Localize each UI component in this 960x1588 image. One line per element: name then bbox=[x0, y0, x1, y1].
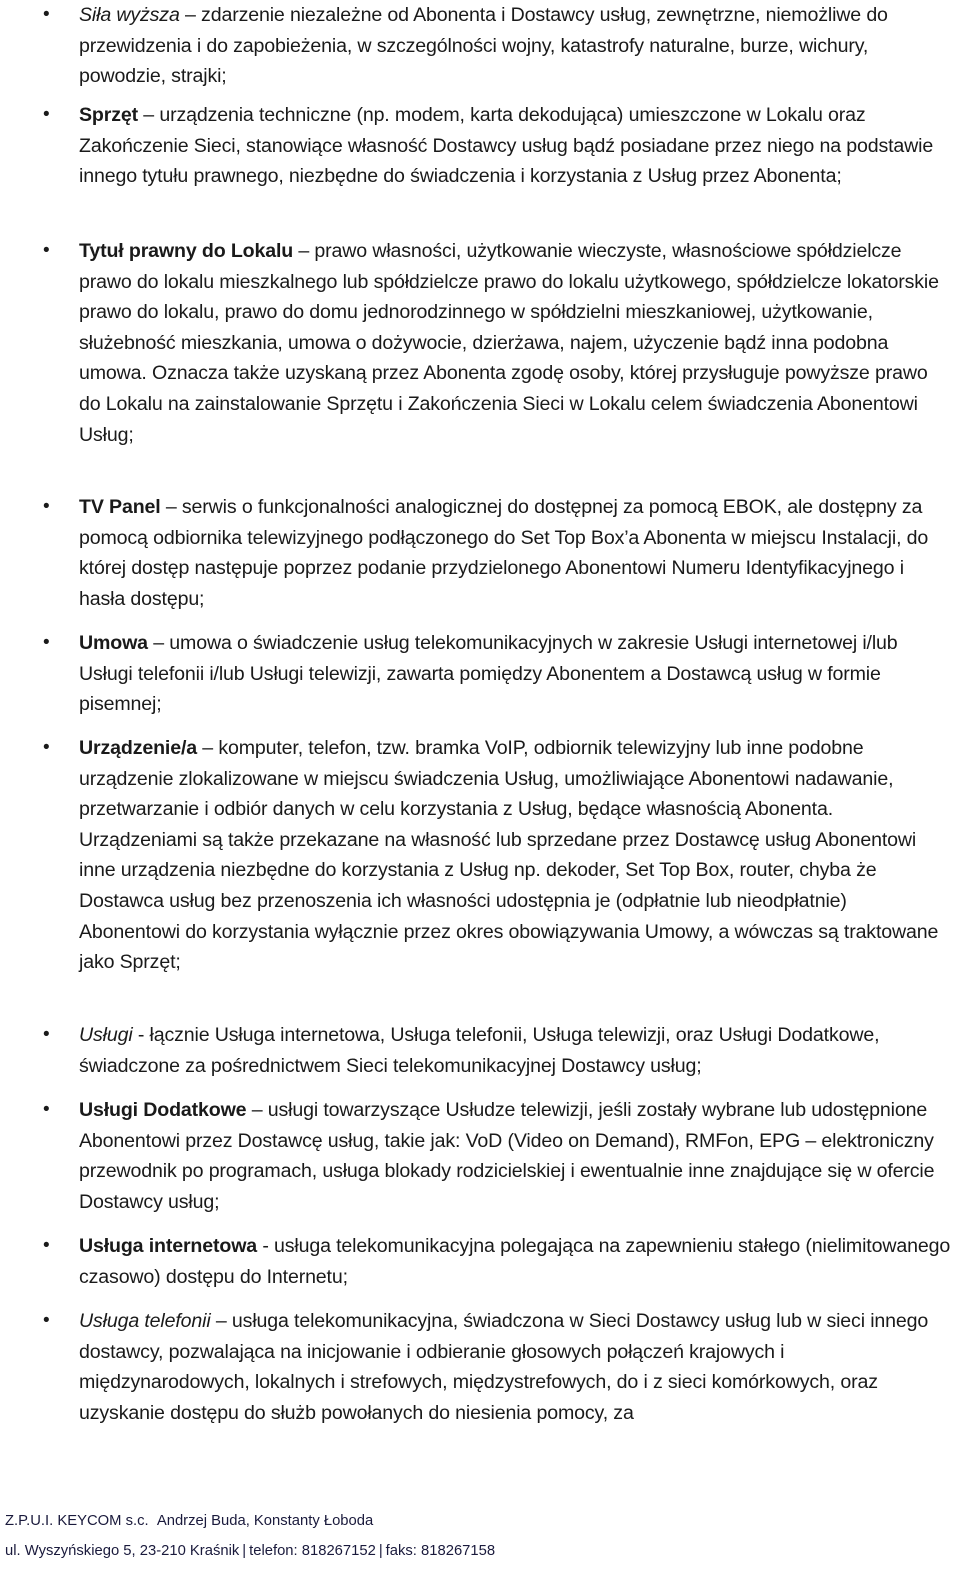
bullet-icon: • bbox=[43, 1310, 50, 1331]
term-separator: – bbox=[196, 737, 219, 759]
list-item bbox=[43, 1231, 951, 1292]
footer-separator: | bbox=[242, 1543, 247, 1559]
term-separator: – bbox=[210, 1310, 232, 1332]
term-separator: – bbox=[147, 632, 170, 654]
footer-owners: Andrzej Buda, Konstanty Łoboda bbox=[156, 1513, 374, 1529]
term-definition: usługa telekomunikacyjna polegająca na zapewnieniu stałego (nielimitowanego czasowo) dostępu do Internetu; bbox=[79, 1235, 951, 1288]
footer-company: Z.P.U.I. KEYCOM s.c. bbox=[5, 1513, 149, 1529]
term-definition: zdarzenie niezależne od Abonenta i Dostawcy usług, zewnętrzne, niemożliwe do przewidzenia i do zapobieżenia, w szczególności wojny, katastrofy naturalne, burze, wichury, powodzie, strajki; bbox=[79, 4, 888, 88]
list-item bbox=[43, 733, 951, 978]
term-definition: umowa o świadczenie usług telekomunikacyjnych w zakresie Usługi internetowej i/lub Usługi telefonii i/lub Usługi telewizji, zawarta pomiędzy Abonentem a Dostawcą usług w formie pisemnej; bbox=[79, 632, 898, 716]
bullet-icon: • bbox=[43, 1024, 50, 1045]
term-name: Usługa telefonii bbox=[79, 1310, 211, 1332]
footer-company-line bbox=[5, 1511, 955, 1531]
footer-separator: | bbox=[378, 1543, 383, 1559]
term-name: Sprzęt bbox=[79, 104, 138, 126]
bullet-icon: • bbox=[43, 1235, 50, 1256]
term-separator: - bbox=[257, 1235, 274, 1257]
footer-contact-line bbox=[5, 1541, 955, 1561]
list-item bbox=[43, 492, 951, 614]
list-item bbox=[43, 236, 951, 450]
term-definition: serwis o funkcjonalności analogicznej do dostępnej za pomocą EBOK, ale dostępny za pomocą odbiornika telewizyjnego podłączonego do Set Top Box’a Abonenta w miejscu Instalacji, do której dostęp następuje poprzez podanie przydzielonego Abonentowi Numeru Identyfikacyjnego i hasła dostępu; bbox=[79, 496, 929, 610]
list-item bbox=[43, 628, 951, 720]
term-name: Siła wyższa bbox=[79, 4, 180, 26]
term-separator: – bbox=[160, 496, 182, 518]
term-name: Usługi Dodatkowe bbox=[79, 1099, 247, 1121]
term-name: Tytuł prawny do Lokalu bbox=[79, 240, 294, 262]
bullet-icon: • bbox=[43, 1099, 50, 1120]
bullet-icon: • bbox=[43, 240, 50, 261]
term-definition: komputer, telefon, tzw. bramka VoIP, odbiornik telewizyjny lub inne podobne urządzenie zlokalizowane w miejscu świadczenia Usług, umożliwiające Abonentowi nadawanie, przetwarzanie i odbiór danych w celu korzystania z Usług, będące własnością Abonenta. Urządzeniami są także przekazane na własność lub sprzedane przez Dostawcę usług Abonentowi inne urządzenia niezbędne do korzystania z Usług np. dekoder, Set Top Box, router, chyba że Dostawca usług bez przenoszenia ich własności udostępnia je (odpłatnie lub nieodpłatnie) Abonentowi do korzystania wyłącznie przez okres obowiązywania Umowy, a wówczas są traktowane jako Sprzęt; bbox=[79, 737, 939, 974]
bullet-icon: • bbox=[43, 737, 50, 758]
term-separator: - bbox=[132, 1024, 150, 1046]
footer-address: ul. Wyszyńskiego 5, 23-210 Kraśnik bbox=[5, 1543, 240, 1559]
term-definition: usługi towarzyszące Usłudze telewizji, jeśli zostały wybrane lub udostępnione Abonentowi przez Dostawcę usług, takie jak: VoD (Video on Demand), RMFon, EPG – elektroniczny przewodnik po programach, usługa blokady rodzicielskiej i ewentualnie inne znajdujące się w ofercie Dostawcy usług; bbox=[79, 1099, 935, 1213]
term-separator: – bbox=[179, 4, 202, 26]
footer-fax: faks: 818267158 bbox=[385, 1543, 496, 1559]
term-separator: – bbox=[246, 1099, 268, 1121]
term-name: Usługi bbox=[79, 1024, 133, 1046]
term-definition: urządzenia techniczne (np. modem, karta dekodująca) umieszczone w Lokalu oraz Zakończenie Sieci, stanowiące własność Dostawcy usług bądź posiadane przez niego na podstawie innego tytułu prawnego, niezbędne do świadczenia i korzystania z Usług przez Abonenta; bbox=[79, 104, 934, 188]
bullet-icon: • bbox=[43, 632, 50, 653]
term-separator: – bbox=[137, 104, 160, 126]
bullet-icon: • bbox=[43, 496, 50, 517]
list-item bbox=[43, 1020, 951, 1081]
list-item bbox=[43, 0, 951, 92]
term-definition: usługa telekomunikacyjna, świadczona w Sieci Dostawcy usług lub w sieci innego dostawcy, pozwalająca na inicjowanie i odbieranie głosowych połączeń krajowych i międzynarodowych, lokalnych i strefowych, międzystrefowych, do i z sieci komórkowych, oraz uzyskanie dostępu do służb powołanych do niesienia pomocy, za bbox=[79, 1310, 929, 1424]
term-definition: łącznie Usługa internetowa, Usługa telefonii, Usługa telewizji, oraz Usługi Dodatkowe, świadczone za pośrednictwem Sieci telekomunikacyjnej Dostawcy usług; bbox=[79, 1024, 880, 1077]
term-name: Umowa bbox=[79, 632, 148, 654]
list-item bbox=[43, 1095, 951, 1217]
term-name: Urządzenie/a bbox=[79, 737, 197, 759]
term-separator: – bbox=[293, 240, 315, 262]
bullet-icon: • bbox=[43, 104, 50, 125]
list-item bbox=[43, 1306, 951, 1428]
term-name: Usługa internetowa bbox=[79, 1235, 258, 1257]
term-name: TV Panel bbox=[79, 496, 161, 518]
term-definition: prawo własności, użytkowanie wieczyste, własnościowe spółdzielcze prawo do lokalu mieszkalnego lub spółdzielcze prawo do lokalu użytkowego, spółdzielcze lokatorskie prawo do lokalu, prawo do domu jednorodzinnego w spółdzielni mieszkaniowej, użytkowanie, służebność mieszkania, umowa o dożywocie, dzierżawa, najem, użyczenie bądź inna podobna umowa. Oznacza także uzyskaną przez Abonenta zgodę osoby, której przysługuje powyższe prawo do Lokalu na zainstalowanie Sprzętu i Zakończenia Sieci w Lokalu celem świadczenia Abonentowi Usług; bbox=[79, 240, 939, 446]
bullet-icon: • bbox=[43, 4, 50, 25]
list-item bbox=[43, 100, 951, 192]
footer-phone: telefon: 818267152 bbox=[249, 1543, 376, 1559]
